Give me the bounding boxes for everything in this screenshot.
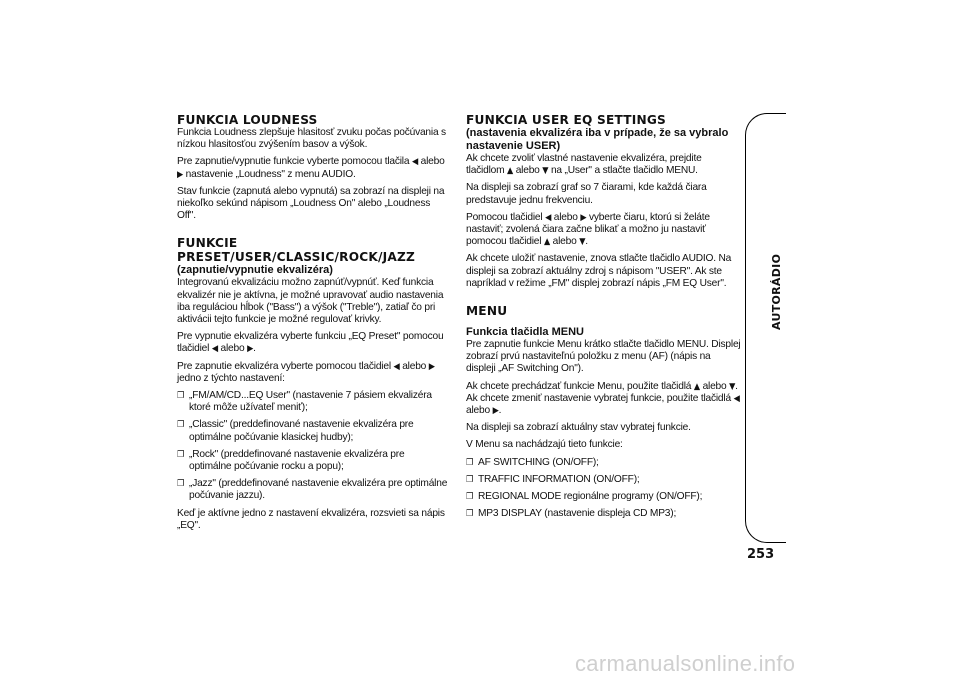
left-arrow-icon: ◀	[545, 212, 552, 223]
heading-preset-list: PRESET/USER/CLASSIC/ROCK/JAZZ	[177, 249, 416, 265]
page-number: 253	[747, 547, 775, 562]
heading-user-eq: FUNKCIA USER EQ SETTINGS	[466, 112, 667, 127]
text: alebo	[515, 165, 540, 177]
user-eq-paragraph-4: Ak chcete uložiť nastavenie, znova stlačte tlačidlo AUDIO. Na displeji sa zobrazí aktuálny zdroj s nápisom "USER". Ak ste napríklad v režime „FM" displej zobrazí nápis „FM EQ User".	[466, 253, 732, 289]
right-arrow-icon: ▶	[247, 344, 254, 355]
text: Pomocou tlačidiel	[466, 211, 543, 223]
chapter-label: AUTORÁDIO	[770, 253, 783, 330]
text: Ak chcete prechádzať funkcie Menu, použite tlačidlá	[466, 380, 692, 392]
loudness-paragraph-1: Funkcia Loudness zlepšuje hlasitosť zvuku počas počúvania s nízkou hlasitosťou zvýšením basov a výšok.	[177, 127, 446, 151]
watermark: carmanualsonline.info	[575, 651, 796, 676]
text: alebo	[220, 343, 245, 355]
right-arrow-icon: ▶	[580, 212, 587, 223]
list-item: ❒ MP3 DISPLAY (nastavenie displeja CD MP3);	[466, 508, 742, 520]
text: Ak chcete zmeniť nastavenie vybratej funkcie, použite tlačidlá	[466, 392, 731, 404]
left-arrow-icon: ◀	[393, 361, 400, 372]
loudness-paragraph-2	[177, 156, 449, 180]
loudness-paragraph-3: Stav funkcie (zapnutá alebo vypnutá) sa zobrazí na displeji na niekoľko sekúnd nápisom „Loudness On" alebo „Loudness Off".	[177, 185, 445, 222]
preset-paragraph-3	[177, 361, 449, 385]
down-arrow-icon: ▼	[729, 381, 736, 392]
text: na „User" a stlačte tlačidlo MENU.	[550, 165, 698, 177]
heading-menu: MENU	[466, 303, 508, 319]
user-eq-paragraph-1	[466, 153, 742, 177]
right-column	[466, 113, 742, 525]
list-item: ❒ „Classic" (preddefinované nastavenie ekvalizéra pre optimálne počúvanie klasickej hudby);	[177, 419, 449, 443]
down-arrow-icon: ▼	[542, 166, 549, 177]
text: Pre zapnutie/vypnutie funkcie vyberte pomocou tlačila	[177, 156, 410, 168]
left-column	[177, 113, 449, 537]
text: Ak chcete zvoliť vlastné nastavenie ekvalizéra, prejdite tlačidlom	[466, 153, 702, 177]
list-item: ❒ „Rock" (preddefinované nastavenie ekvalizéra pre optimálne počúvanie rocku a popu);	[177, 449, 449, 473]
menu-paragraph-1: Pre zapnutie funkcie Menu krátko stlačte tlačidlo MENU. Displej zobrazí prvú nastaviteľnú položku z menu (AF) (nápis na displeji „AF Switching On").	[466, 339, 741, 375]
subheading-user-eq: (nastavenia ekvalizéra iba v prípade, že sa vybralo nastavenie USER)	[466, 127, 729, 152]
left-arrow-icon: ◀	[211, 344, 218, 355]
menu-paragraph-2: Ak chcete prechádzať funkcie Menu, použite tlačidlá ▲ alebo ▼. Ak chcete zmeniť nastavenie vybratej funkcie, použite tlačidlá ◀ alebo ▶.	[466, 380, 740, 417]
left-arrow-icon: ◀	[733, 393, 740, 404]
text: Pre zapnutie ekvalizéra vyberte pomocou tlačidiel	[177, 360, 391, 372]
right-arrow-icon: ▶	[428, 361, 435, 372]
text: alebo	[553, 211, 578, 223]
text: vyberte čiaru, ktorú si želáte nastaviť; zvolená čiara začne blikať a možno ju nastaviť pomocou tlačidiel	[466, 211, 710, 248]
preset-paragraph-1: Integrovanú ekvalizáciu možno zapnúť/vypnúť. Keď funkcia ekvalizér nie je aktívna, je možné upravovať audio nastavenia iba reguláciou hĺbok ("Bass") a výšok ("Treble"), zatiaľ čo pri aktivácii tejto funkcie je možné regulovať krivky.	[177, 277, 444, 326]
heading-functions: FUNKCIE	[177, 235, 238, 251]
up-arrow-icon: ▲	[693, 381, 700, 392]
preset-paragraph-4: Keď je aktívne jedno z nastavení ekvalizéra, rozsvieti sa nápis „EQ".	[177, 507, 445, 531]
right-arrow-icon: ▶	[492, 406, 499, 417]
text: Pre vypnutie ekvalizéra vyberte funkciu „EQ Preset" pomocou tlačidiel	[177, 331, 444, 355]
up-arrow-icon: ▲	[543, 237, 550, 248]
text: alebo	[402, 360, 427, 372]
list-item: ❒ „FM/AM/CD...EQ User" (nastavenie 7 pásiem ekvalizéra ktoré môže užívateľ meniť);	[177, 390, 449, 414]
text: jedno z týchto nastavení:	[177, 372, 285, 384]
user-eq-paragraph-3: Pomocou tlačidiel ◀ alebo ▶ vyberte čiaru, ktorú si želáte nastaviť; zvolená čiara začne blikať a možno ju nastaviť pomocou tlačidiel ▲ alebo ▼.	[466, 211, 710, 248]
subheading-equalizer: (zapnutie/vypnutie ekvalizéra)	[177, 264, 333, 277]
right-arrow-icon: ▶	[177, 169, 184, 180]
text: alebo	[420, 156, 445, 168]
text: nastavenie „Loudness" z menu AUDIO.	[185, 168, 356, 180]
preset-paragraph-2: Pre vypnutie ekvalizéra vyberte funkciu „EQ Preset" pomocou tlačidiel ◀ alebo ▶.	[177, 331, 444, 355]
text: alebo	[702, 380, 727, 392]
up-arrow-icon: ▲	[507, 166, 514, 177]
subheading-menu-button: Funkcia tlačidla MENU	[466, 326, 584, 339]
text: alebo	[466, 405, 490, 417]
list-item: ❒ TRAFFIC INFORMATION (ON/OFF);	[466, 474, 742, 486]
list-item: ❒ AF SWITCHING (ON/OFF);	[466, 457, 742, 469]
menu-paragraph-4: V Menu sa nachádzajú tieto funkcie:	[466, 439, 623, 451]
menu-paragraph-3: Na displeji sa zobrazí aktuálny stav vybratej funkcie.	[466, 422, 691, 434]
left-arrow-icon: ◀	[411, 157, 419, 168]
list-item: ❒ „Jazz" (preddefinované nastavenie ekvalizéra pre optimálne počúvanie jazzu).	[177, 478, 449, 502]
text: alebo	[552, 236, 577, 248]
list-item: ❒ REGIONAL MODE regionálne programy (ON/OFF);	[466, 491, 742, 503]
heading-loudness: FUNKCIA LOUDNESS	[177, 112, 318, 127]
user-eq-paragraph-2: Na displeji sa zobrazí graf so 7 čiarami, kde každá čiara predstavuje jednu frekvenciu.	[466, 182, 707, 206]
down-arrow-icon: ▼	[579, 237, 586, 248]
